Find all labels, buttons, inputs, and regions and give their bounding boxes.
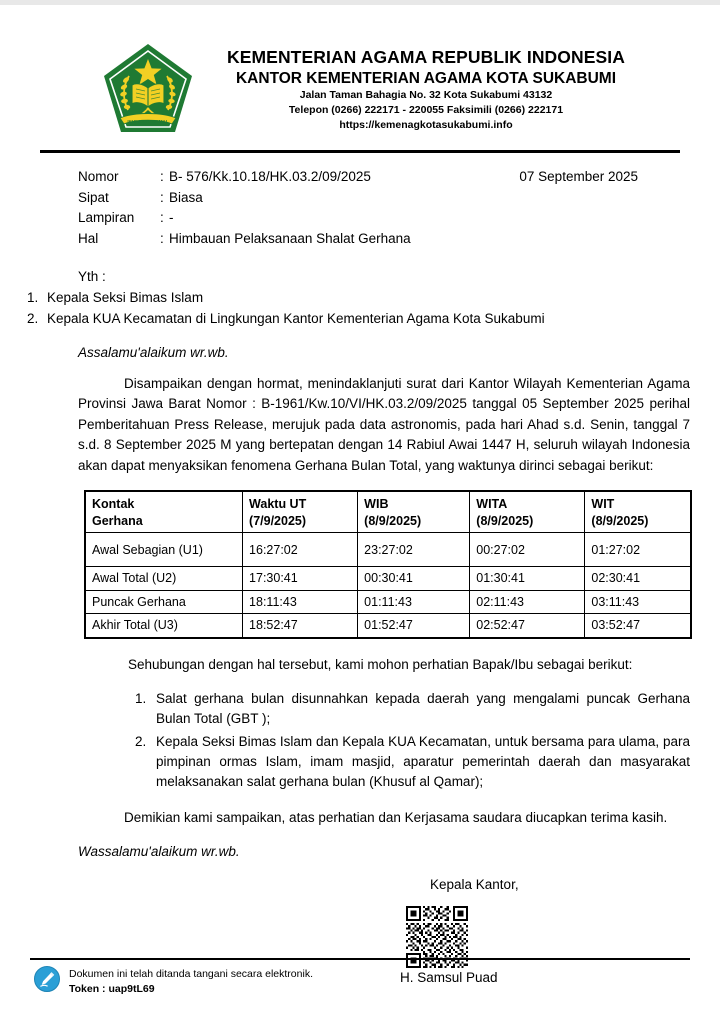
cell-wita: 02:11:43 bbox=[470, 590, 585, 614]
header-line-2: (8/9/2025) bbox=[476, 513, 534, 528]
cell-kontak: Puncak Gerhana bbox=[85, 590, 243, 614]
letter-meta bbox=[78, 167, 680, 249]
cell-kontak: Awal Sebagian (U1) bbox=[85, 533, 243, 567]
meta-row-sipat bbox=[78, 188, 680, 209]
footer-token: Token : uap9tL69 bbox=[69, 983, 155, 996]
meta-value-nomor: B- 576/Kk.10.18/HK.03.2/09/2025 bbox=[169, 169, 371, 184]
signer-name: H. Samsul Puad bbox=[400, 969, 498, 985]
column-header-wib bbox=[358, 491, 470, 533]
office-website: https://kemenagkotasukabumi.info bbox=[339, 118, 513, 131]
meta-colon-sipat: : bbox=[160, 189, 164, 205]
header-line-2: (8/9/2025) bbox=[364, 513, 422, 528]
column-header-waktu-ut bbox=[243, 491, 358, 533]
cell-ut: 16:27:02 bbox=[243, 533, 358, 567]
greeting: Assalamu'alaikum wr.wb. bbox=[78, 344, 229, 360]
meta-label-lampiran: Lampiran bbox=[78, 210, 135, 226]
meta-value-lampiran: - bbox=[169, 210, 174, 226]
header-line-1: Kontak bbox=[92, 497, 135, 512]
office-name: KANTOR KEMENTERIAN AGAMA KOTA SUKABUMI bbox=[235, 69, 617, 87]
cell-kontak: Awal Total (U2) bbox=[85, 567, 243, 591]
meta-colon-nomor: : bbox=[160, 169, 164, 184]
meta-row-hal bbox=[78, 229, 680, 250]
kemenag-logo-icon bbox=[100, 40, 196, 140]
list-item: 2. Kepala KUA Kecamatan di Lingkungan Kantor Kementerian Agama Kota Sukabumi bbox=[42, 309, 720, 329]
svg-text:IKHLAS BERAMAL: IKHLAS BERAMAL bbox=[127, 119, 169, 124]
header-line-1: Waktu UT bbox=[249, 497, 307, 512]
table-row bbox=[85, 567, 691, 591]
table-header-row bbox=[85, 491, 691, 533]
meta-colon-lampiran: : bbox=[160, 210, 164, 226]
signature-title: Kepala Kantor, bbox=[430, 876, 519, 892]
footer-signature-text: Dokumen ini telah ditanda tangani secara elektronik. bbox=[69, 968, 313, 980]
instructions-lead: Sehubungan dengan hal tersebut, kami mohon perhatian Bapak/Ibu sebagai berikut: bbox=[128, 656, 633, 672]
office-phone: Telepon (0266) 222171 - 220055 Faksimili (0266) 222171 bbox=[288, 103, 564, 116]
cell-kontak: Akhir Total (U3) bbox=[85, 614, 243, 638]
cell-wit: 03:11:43 bbox=[585, 590, 691, 614]
table-row bbox=[85, 590, 691, 614]
header-line-1: WITA bbox=[476, 497, 508, 512]
column-header-wita bbox=[470, 491, 585, 533]
closing-farewell: Wassalamu'alaikum wr.wb. bbox=[78, 843, 240, 859]
letterhead-text bbox=[196, 47, 680, 132]
meta-value-sipat: Biasa bbox=[169, 189, 203, 205]
letter-date: 07 September 2025 bbox=[519, 169, 638, 184]
cell-wit: 02:30:41 bbox=[585, 567, 691, 591]
header-line-2: Gerhana bbox=[92, 513, 143, 528]
eclipse-table-wrapper bbox=[84, 490, 692, 639]
header-line-2: (8/9/2025) bbox=[591, 513, 649, 528]
cell-wita: 00:27:02 bbox=[470, 533, 585, 567]
column-header-wit bbox=[585, 491, 691, 533]
table-row bbox=[85, 614, 691, 638]
column-header-kontak bbox=[85, 491, 243, 533]
electronic-signature-footer bbox=[34, 965, 313, 995]
list-item: 1. Salat gerhana bulan disunnahkan kepada daerah yang mengalami puncak Gerhana Bulan Total (GBT ); bbox=[150, 689, 690, 730]
meta-row-lampiran bbox=[78, 208, 680, 229]
cell-wit: 01:27:02 bbox=[585, 533, 691, 567]
letterhead bbox=[0, 8, 720, 144]
cell-wib: 00:30:41 bbox=[358, 567, 470, 591]
electronic-signature-pen-icon bbox=[34, 966, 60, 992]
cell-wib: 23:27:02 bbox=[358, 533, 470, 567]
top-strip bbox=[0, 0, 720, 5]
office-address: Jalan Taman Bahagia No. 32 Kota Sukabumi 43132 bbox=[299, 89, 553, 101]
cell-ut: 18:11:43 bbox=[243, 590, 358, 614]
cell-wita: 02:52:47 bbox=[470, 614, 585, 638]
header-line-2: (7/9/2025) bbox=[249, 513, 307, 528]
list-item: 1. Kepala Seksi Bimas Islam bbox=[42, 288, 720, 308]
instructions-list bbox=[0, 689, 690, 792]
footer-divider bbox=[30, 958, 690, 960]
table-row bbox=[85, 533, 691, 567]
cell-wib: 01:52:47 bbox=[358, 614, 470, 638]
cell-ut: 18:52:47 bbox=[243, 614, 358, 638]
cell-wib: 01:11:43 bbox=[358, 590, 470, 614]
ministry-name: KEMENTERIAN AGAMA REPUBLIK INDONESIA bbox=[226, 47, 625, 68]
cell-wita: 01:30:41 bbox=[470, 567, 585, 591]
meta-label-nomor: Nomor bbox=[78, 169, 119, 184]
meta-label-sipat: Sipat bbox=[78, 189, 109, 205]
letterhead-divider bbox=[40, 150, 680, 153]
meta-value-hal: Himbauan Pelaksanaan Shalat Gerhana bbox=[169, 230, 411, 246]
recipients-heading: Yth : bbox=[78, 269, 106, 285]
header-line-1: WIB bbox=[364, 497, 389, 512]
closing-paragraph: Demikian kami sampaikan, atas perhatian dan Kerjasama saudara diucapkan terima kasih. bbox=[124, 810, 668, 826]
body-paragraph-1: Disampaikan dengan hormat, menindaklanjuti surat dari Kantor Wilayah Kementerian Agama Provinsi Jawa Barat Nomor : B-1961/Kw.10/VI/HK.03.2/09/2025 tanggal 05 September 2025 perihal Pemberitahuan Press Release, merujuk pada data astronomis, pada hari Ahad s.d. Senin, tanggal 7 s.d. 8 September 2025 M yang bertepatan dengan 14 Rabiul Awai 1447 H, seluruh wilayah Indonesia akan dapat menyaksikan fenomena Gerhana Bulan Total, yang waktunya dirinci sebagai berikut: bbox=[78, 375, 690, 473]
cell-wit: 03:52:47 bbox=[585, 614, 691, 638]
cell-ut: 17:30:41 bbox=[243, 567, 358, 591]
recipients-list bbox=[0, 288, 720, 329]
meta-colon-hal: : bbox=[160, 230, 164, 246]
header-line-1: WIT bbox=[591, 497, 615, 512]
list-item: 2. Kepala Seksi Bimas Islam dan Kepala KUA Kecamatan, untuk bersama para ulama, para pimpinan ormas Islam, imam masjid, aparatur pemerintah daerah dan masyarakat melaksanakan salat gerhana bulan (Khusuf al Qamar); bbox=[150, 732, 690, 793]
meta-label-hal: Hal bbox=[78, 230, 99, 246]
eclipse-contact-table bbox=[84, 490, 692, 639]
